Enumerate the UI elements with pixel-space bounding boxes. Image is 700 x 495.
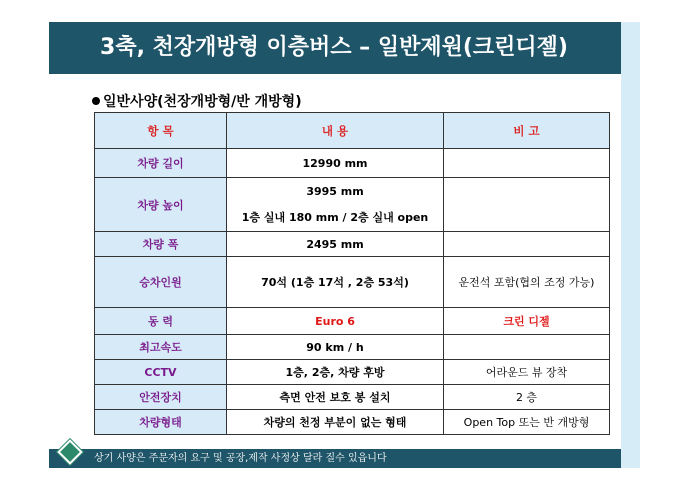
row-label: CCTV — [95, 360, 227, 385]
table-row — [95, 232, 610, 257]
row-value: 1층, 2층, 차량 후방 — [227, 360, 444, 385]
footer-note: 상기 사양은 주문자의 요구 및 공장,제작 사정상 달라 질수 있읍니다 — [94, 453, 387, 464]
header-content: 내 용 — [227, 113, 444, 149]
section-subtitle-text: 일반사양(천장개방형/반 개방형) — [103, 94, 302, 110]
row-note: 2 층 — [444, 385, 610, 410]
side-strip — [621, 22, 640, 468]
row-note — [444, 178, 610, 232]
table-row — [95, 360, 610, 385]
table-row — [95, 149, 610, 178]
table-row — [95, 178, 610, 232]
row-value-line1: 3995 mm — [306, 184, 364, 198]
row-label: 차량 폭 — [95, 232, 227, 257]
row-note: Open Top 또는 반 개방형 — [444, 410, 610, 435]
row-label: 최고속도 — [95, 335, 227, 360]
row-note — [444, 232, 610, 257]
row-value: 2495 mm — [227, 232, 444, 257]
row-note — [444, 149, 610, 178]
table-row — [95, 308, 610, 335]
row-note: 어라운드 뷰 장착 — [444, 360, 610, 385]
page-title: 3축, 천장개방형 이층버스 – 일반제원(크린디젤) — [100, 35, 568, 60]
table-header-row — [95, 113, 610, 149]
table-row — [95, 335, 610, 360]
row-note: 운전석 포함(협의 조정 가능) — [444, 257, 610, 308]
header-item: 항 목 — [95, 113, 227, 149]
row-value: 측면 안전 보호 봉 설치 — [227, 385, 444, 410]
row-label: 차량형태 — [95, 410, 227, 435]
row-value: 90 km / h — [227, 335, 444, 360]
table-row — [95, 257, 610, 308]
row-label: 안전장치 — [95, 385, 227, 410]
row-note: 크린 디젤 — [444, 308, 610, 335]
row-value-line2: 1층 실내 180 mm / 2층 실내 open — [241, 210, 429, 224]
row-label: 차량 길이 — [95, 149, 227, 178]
bullet-icon — [92, 97, 100, 105]
row-label: 동 력 — [95, 308, 227, 335]
header-note: 비 고 — [444, 113, 610, 149]
row-note — [444, 335, 610, 360]
row-value: Euro 6 — [227, 308, 444, 335]
table-row — [95, 385, 610, 410]
row-value: 차량의 천정 부분이 없는 형태 — [227, 410, 444, 435]
row-label: 승차인원 — [95, 257, 227, 308]
row-value: 70석 (1층 17석 , 2층 53석) — [227, 257, 444, 308]
table-row — [95, 410, 610, 435]
row-label: 차량 높이 — [95, 178, 227, 232]
spec-table — [94, 112, 610, 435]
section-subtitle — [92, 91, 302, 111]
row-value — [227, 178, 444, 232]
row-value: 12990 mm — [227, 149, 444, 178]
